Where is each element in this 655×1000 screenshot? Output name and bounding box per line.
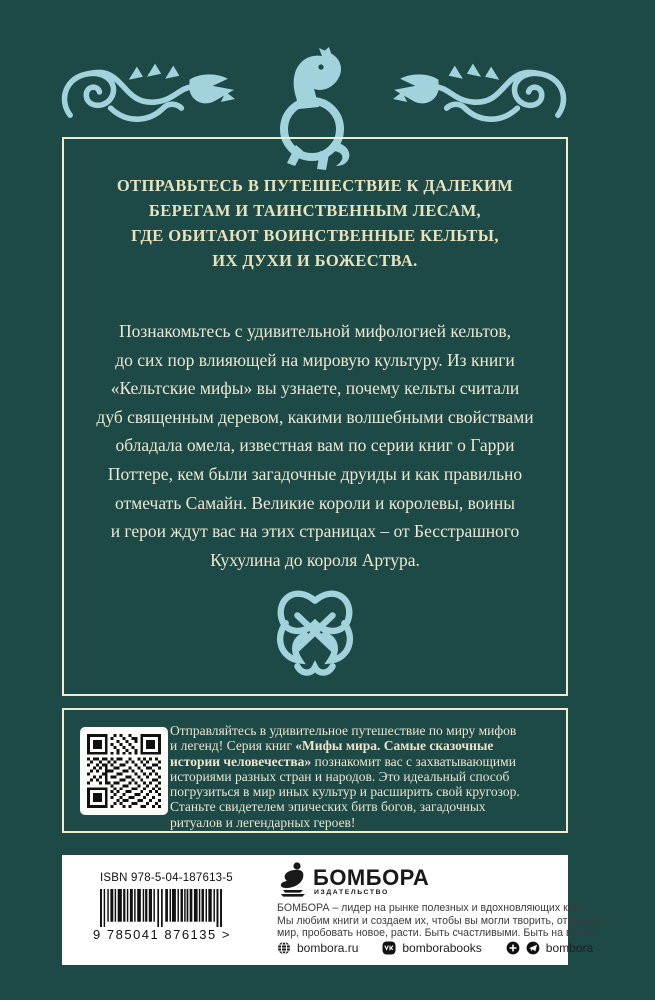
telegram-link[interactable]: bombora bbox=[545, 941, 594, 955]
series-line: погрузиться в мир иных культур и расширить свой кругозор. bbox=[170, 784, 520, 800]
vk-icon bbox=[382, 941, 396, 955]
annotation-line: обладала омела, известная вам по серии книг о Гарри bbox=[115, 435, 515, 456]
vk-link[interactable]: bomborabooks bbox=[402, 941, 482, 955]
celtic-beast-knot-icon bbox=[272, 588, 358, 678]
annotation bbox=[64, 317, 566, 574]
publisher-description-line: БОМБОРА – лидер на рынке полезных и вдохновляющих книг. bbox=[277, 902, 586, 914]
website-link[interactable]: bombora.ru bbox=[297, 941, 359, 955]
annotation-line: Поттере, кем были загадочные друиды и как правильно bbox=[107, 463, 523, 484]
annotation-line: Познакомьтесь с удивительной мифологией кельтов, bbox=[118, 321, 511, 341]
series-line: Станьте свидетелем эпических битв богов, загадочных bbox=[170, 799, 486, 815]
annotation-line: отмечать Самайн. Великие короли и королевы, воины bbox=[114, 492, 515, 513]
tagline-line: ГДЕ ОБИТАЮТ ВОИНСТВЕННЫЕ КЕЛЬТЫ, bbox=[131, 226, 499, 245]
publisher-description bbox=[277, 902, 627, 940]
series-line: и легенд! Серия книг «Мифы мира. Самые сказочные bbox=[170, 738, 494, 754]
annotation-line: «Кельтские мифы» вы узнаете, почему кельты считали bbox=[110, 378, 520, 399]
barcode-digits: 9 785041 876135 > bbox=[93, 927, 231, 942]
publisher-description-line: мир, пробовать новое, расти. Быть счастливыми. Быть на волне. bbox=[277, 927, 599, 940]
publisher-bar bbox=[62, 855, 608, 965]
plus-icon bbox=[506, 941, 520, 955]
series-line: истории человечества» познакомит вас с захватывающими bbox=[170, 753, 516, 769]
publisher-type: ИЗДАТЕЛЬСТВО bbox=[314, 889, 389, 896]
series-line: Отправляйтесь в удивительное путешествие по миру мифов bbox=[170, 723, 517, 738]
series-line: историями разных стран и народов. Это идеальный способ bbox=[170, 768, 510, 784]
series-panel bbox=[62, 708, 568, 833]
celtic-dragon-ornament-right bbox=[390, 62, 570, 134]
bombora-logo-icon bbox=[277, 861, 307, 899]
isbn-number: ISBN 978-5-04-187613-5 bbox=[100, 872, 233, 884]
tagline-line: ОТПРАВЬТЕСЬ В ПУТЕШЕСТВИЕ К ДАЛЕКИМ bbox=[116, 176, 514, 195]
tagline bbox=[64, 173, 566, 273]
annotation-line: дуб священным деревом, какими волшебными свойствами bbox=[96, 406, 534, 427]
publisher-description-line: Мы любим книги и создаем их, чтобы вы могли творить, открывать bbox=[277, 914, 608, 927]
annotation-line: до сих пор влияющей на мировую культуру. Из книги bbox=[115, 349, 515, 370]
publisher-name: БОМБОРА bbox=[313, 865, 430, 890]
qr-code[interactable] bbox=[80, 727, 168, 815]
series-description bbox=[170, 723, 556, 830]
tagline-line: БЕРЕГАМ И ТАИНСТВЕННЫМ ЛЕСАМ, bbox=[148, 201, 482, 220]
celtic-dragon-ornament-left bbox=[58, 62, 238, 134]
series-line: ритуалов и легендарных героев! bbox=[170, 814, 356, 830]
telegram-icon bbox=[526, 941, 540, 955]
tagline-line: ИХ ДУХИ И БОЖЕСТВА. bbox=[212, 251, 418, 270]
barcode bbox=[100, 889, 222, 927]
annotation-line: Кухулина до короля Артура. bbox=[210, 549, 420, 570]
annotation-line: и герои ждут вас на этих страницах – от Бесстрашного bbox=[110, 521, 520, 542]
globe-icon bbox=[277, 941, 291, 955]
social-links bbox=[277, 941, 593, 955]
description-panel bbox=[62, 137, 568, 696]
